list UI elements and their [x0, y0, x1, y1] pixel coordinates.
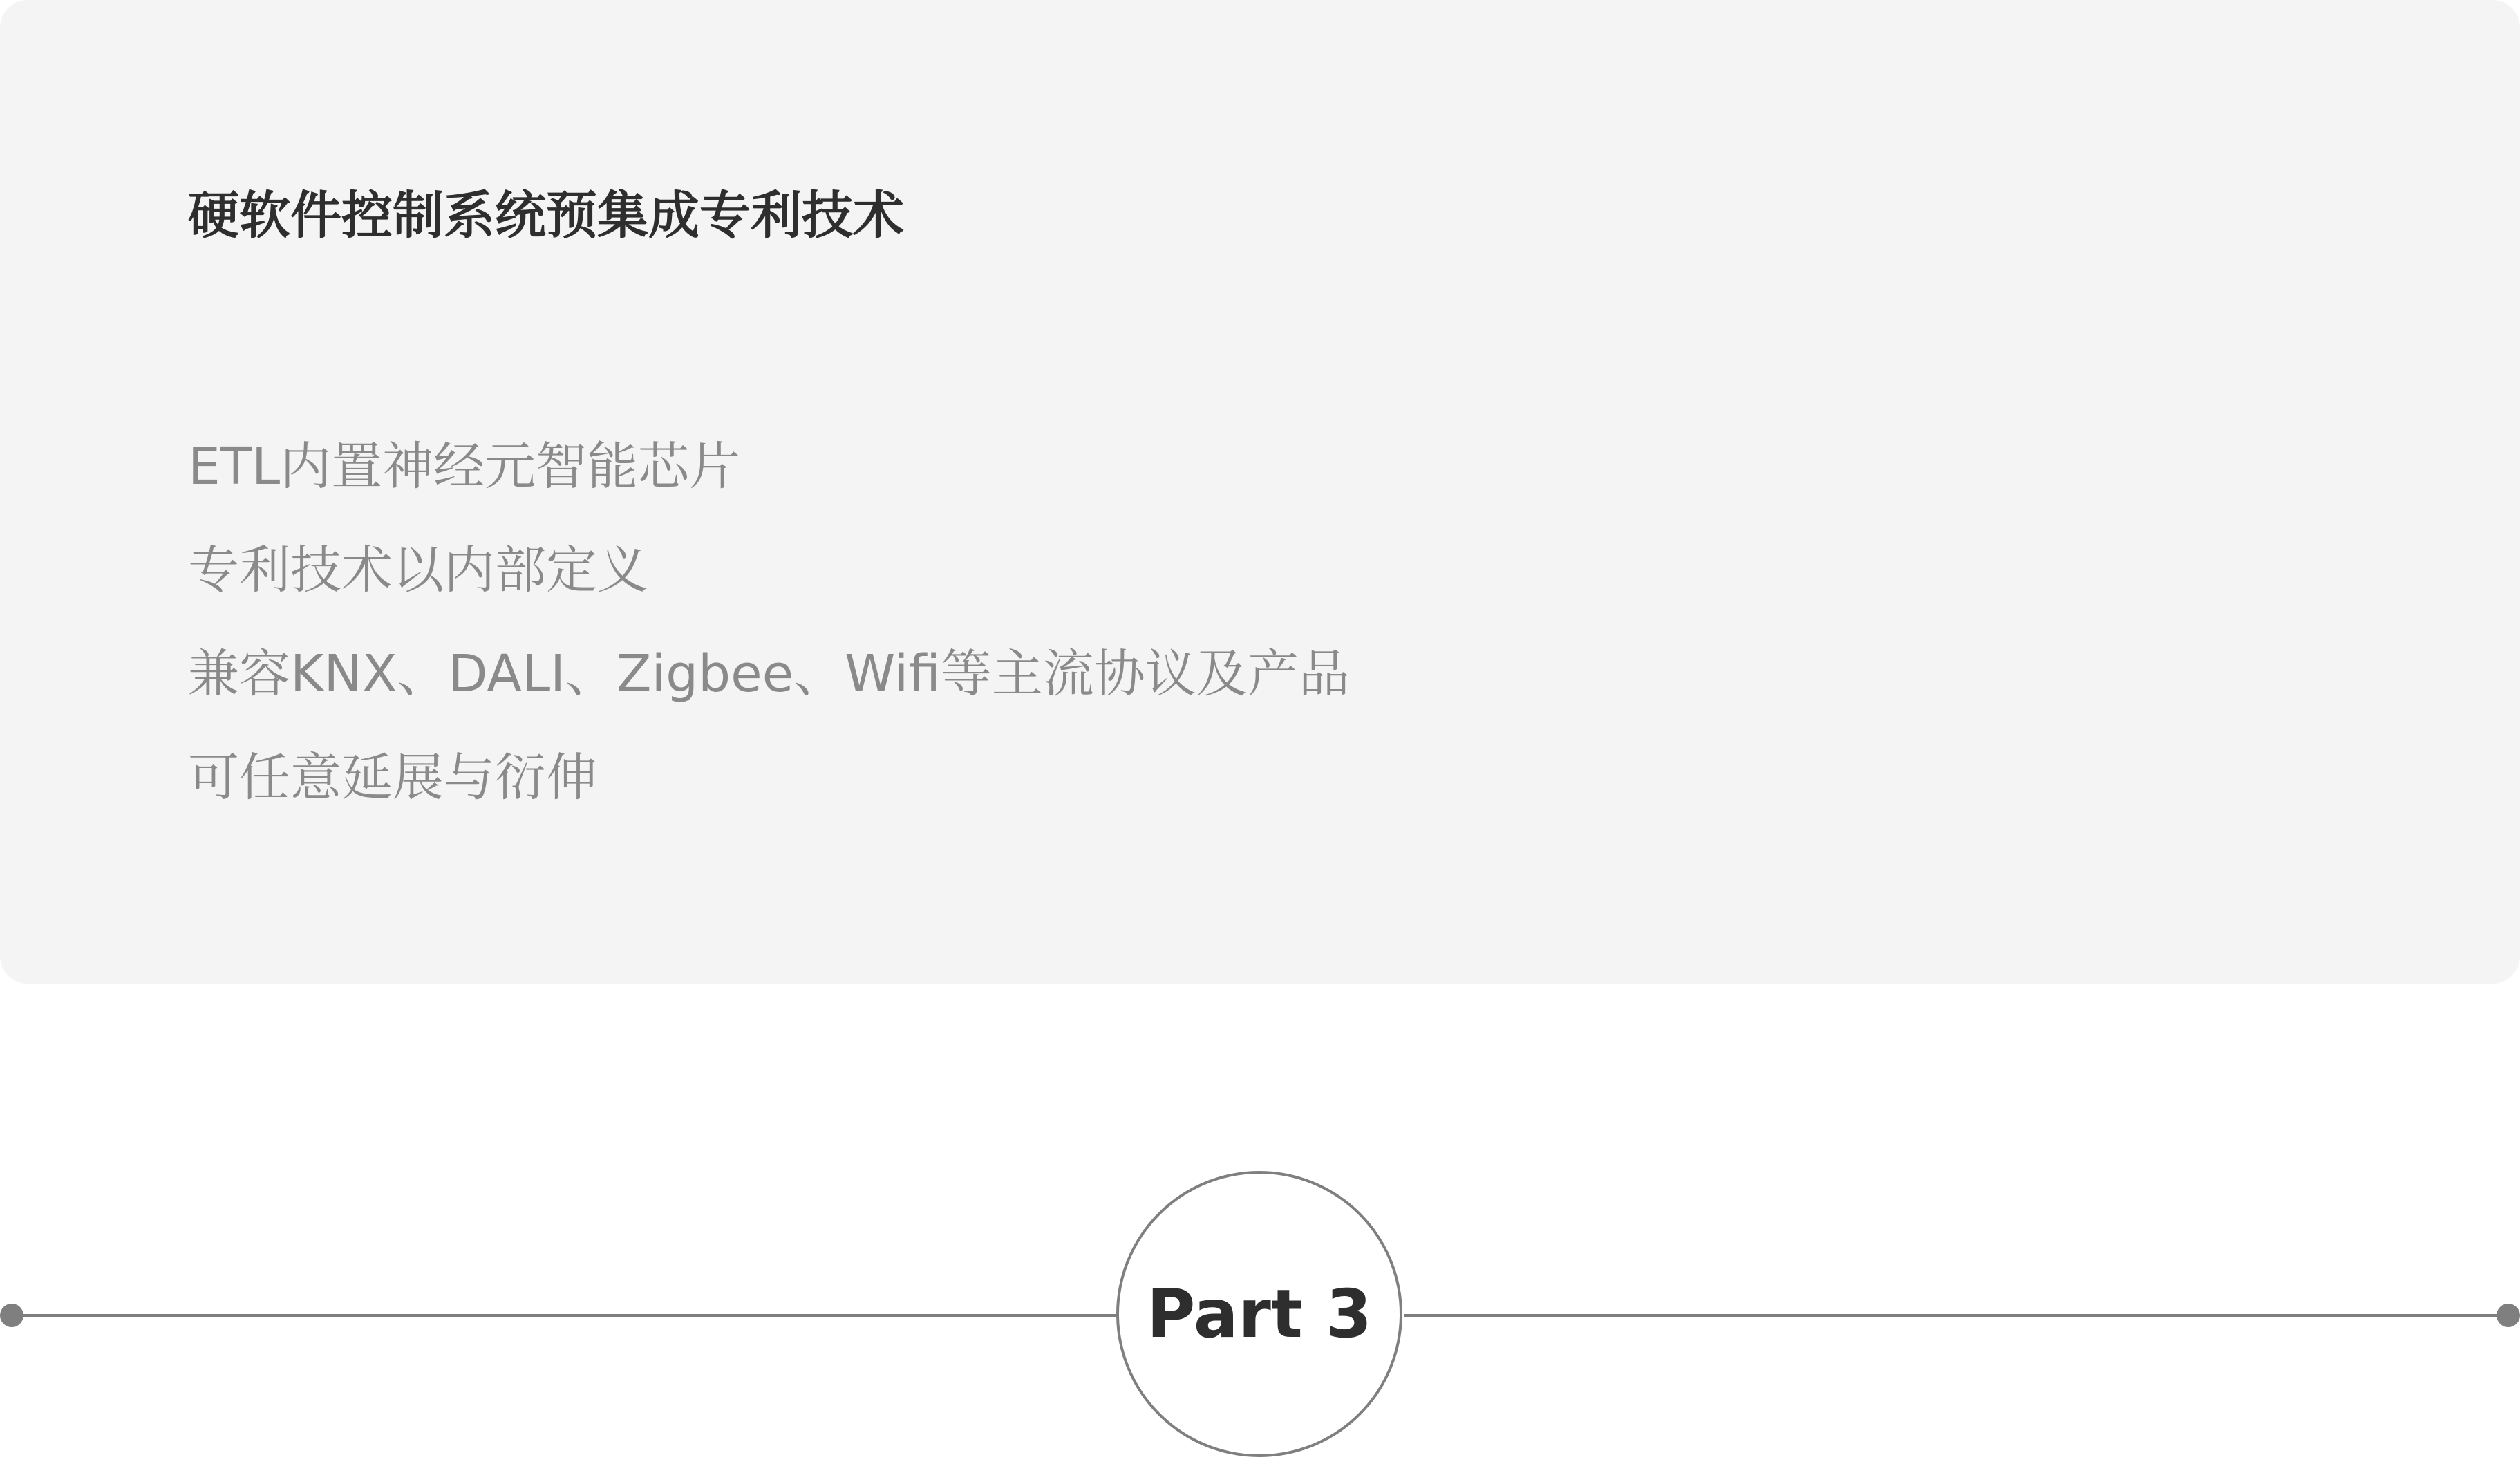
feature-line: 可任意延展与衍伸	[188, 748, 597, 807]
section-marker-circle	[1116, 1171, 1402, 1457]
divider-endpoint-dot-left	[0, 1304, 23, 1327]
feature-title: 硬软件控制系统预集成专利技术	[188, 186, 904, 245]
section-marker-label: Part 3	[1146, 1275, 1372, 1353]
feature-line: 兼容KNX、DALI、Zigbee、Wifi等主流协议及产品	[188, 644, 1350, 704]
divider-endpoint-dot-right	[2497, 1304, 2520, 1327]
divider-line-left	[11, 1314, 1117, 1317]
feature-line: ETL内置神经元智能芯片	[188, 437, 741, 496]
feature-line: 专利技术以内部定义	[188, 541, 648, 600]
divider-line-right	[1404, 1314, 2509, 1317]
feature-list	[188, 415, 1350, 829]
